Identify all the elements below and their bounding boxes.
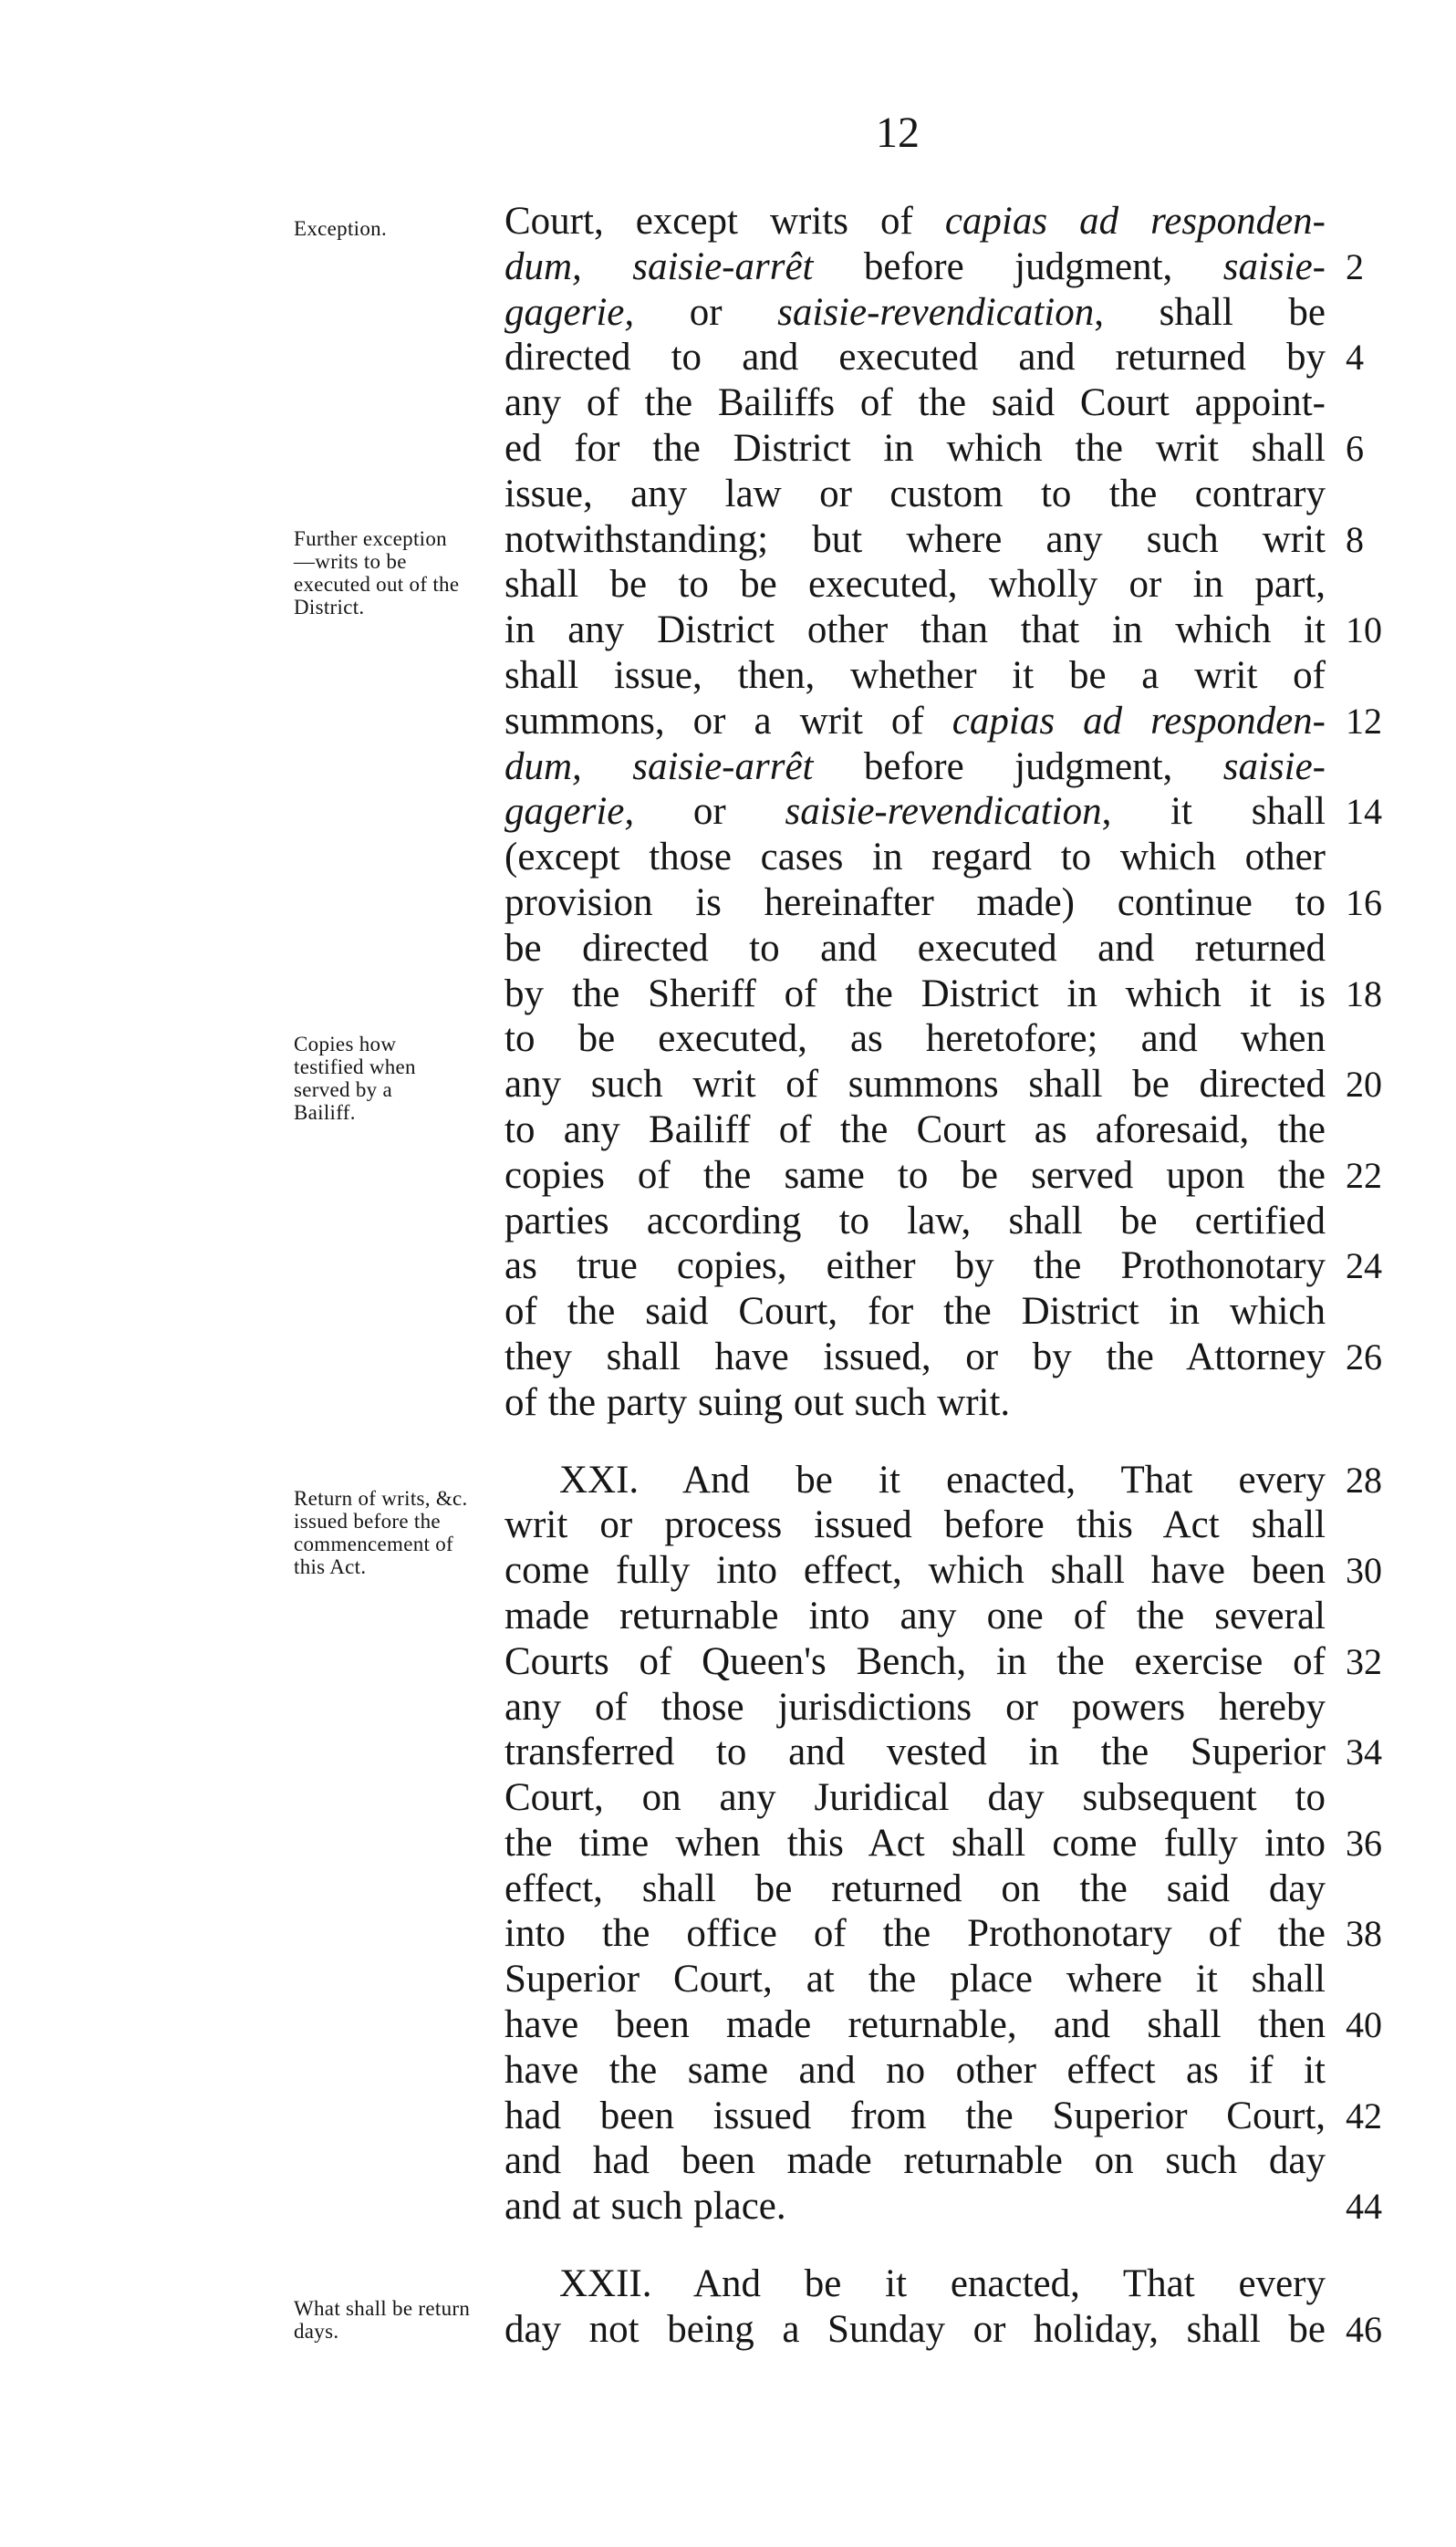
text-line: in any District other than that in which it 10 [504, 608, 1382, 652]
statute-text [504, 199, 1382, 2353]
text-line: parties according to law, shall be certified [504, 1199, 1326, 1242]
line-number: 12 [1346, 700, 1382, 742]
text-line: to be executed, as heretofore; and when [504, 1017, 1326, 1061]
line-number: 20 [1346, 1064, 1382, 1106]
line-number: 32 [1346, 1640, 1382, 1682]
line-number: 2 [1346, 245, 1364, 287]
line-number: 30 [1346, 1550, 1382, 1592]
text-line: dum, saisie-arrêt before judgment, saisie- [504, 744, 1326, 788]
margin-note-further-exception: Further exception—writs to be executed out of the District. [294, 527, 460, 619]
text-line: to any Bailiff of the Court as aforesaid, the [504, 1107, 1326, 1151]
margin-note-return-of-writs: Return of writs, &c. issued before the commencement of this Act. [294, 1487, 468, 1578]
text-line: day not being a Sunday or holiday, shall be 46 [504, 2307, 1382, 2351]
line-number: 36 [1346, 1822, 1382, 1864]
line-number: 46 [1346, 2308, 1382, 2350]
text-line: had been issued from the Superior Court, 42 [504, 2094, 1382, 2137]
text-line: any of those jurisdictions or powers hereby [504, 1685, 1326, 1729]
text-line: gagerie, or saisie-revendication, it shall 14 [504, 790, 1382, 834]
text-line: dum, saisie-arrêt before judgment, saisie- 2 [504, 244, 1364, 288]
text-line: as true copies, either by the Prothonotary 24 [504, 1244, 1382, 1288]
text-line: have the same and no other effect as if it [504, 2048, 1326, 2092]
line-number: 40 [1346, 2004, 1382, 2046]
text-line: directed to and executed and returned by 4 [504, 336, 1364, 379]
text-line: of the said Court, for the District in which [504, 1290, 1326, 1334]
text-line: XXI. And be it enacted, That every 28 [559, 1458, 1382, 1502]
text-line: they shall have issued, or by the Attorney 26 [504, 1335, 1382, 1378]
line-number: 22 [1346, 1154, 1382, 1196]
margin-note-return-days: What shall be return days. [294, 2297, 471, 2343]
line-number: 18 [1346, 972, 1382, 1014]
text-line: effect, shall be returned on the said day [504, 1866, 1326, 1910]
text-line: made returnable into any one of the several [504, 1594, 1326, 1637]
line-number: 42 [1346, 2095, 1382, 2136]
text-line: into the office of the Prothonotary of the 38 [504, 1912, 1382, 1956]
line-number: 4 [1346, 337, 1364, 379]
text-line: Superior Court, at the place where it shall [504, 1958, 1326, 2001]
text-line: have been made returnable, and shall then 40 [504, 2003, 1382, 2047]
text-line: Courts of Queen's Bench, in the exercise of 32 [504, 1639, 1382, 1683]
line-number: 34 [1346, 1731, 1382, 1773]
text-line: transferred to and vested in the Superior 34 [504, 1731, 1382, 1774]
margin-note-exception: Exception. [294, 217, 387, 240]
text-line: come fully into effect, which shall have been 30 [504, 1549, 1382, 1593]
text-line: provision is hereinafter made) continue to 16 [504, 880, 1382, 924]
line-number: 26 [1346, 1336, 1382, 1377]
text-line: Court, except writs of capias ad responden- [504, 200, 1326, 243]
text-line: any such writ of summons shall be directed 20 [504, 1063, 1382, 1107]
line-number: 44 [1346, 2186, 1382, 2228]
text-line: and at such place. 44 [504, 2185, 1382, 2229]
text-line: by the Sheriff of the District in which it is 18 [504, 972, 1382, 1015]
text-line: any of the Bailiffs of the said Court appoint- [504, 381, 1326, 425]
text-line: issue, any law or custom to the contrary [504, 472, 1326, 515]
text-line: Court, on any Juridical day subsequent to [504, 1776, 1326, 1820]
text-line: shall be to be executed, wholly or in part, [504, 563, 1326, 607]
line-number: 10 [1346, 609, 1382, 651]
line-number: 24 [1346, 1245, 1382, 1287]
text-line: summons, or a writ of capias ad responden- 12 [504, 699, 1382, 743]
text-line: writ or process issued before this Act shall [504, 1503, 1326, 1547]
text-line: (except those cases in regard to which other [504, 836, 1326, 879]
line-number: 38 [1346, 1913, 1382, 1955]
text-line: gagerie, or saisie-revendication, shall be [504, 290, 1326, 334]
line-number: 14 [1346, 791, 1382, 833]
line-number: 6 [1346, 427, 1364, 469]
text-line: of the party suing out such writ. [504, 1380, 1011, 1424]
text-line: the time when this Act shall come fully into 36 [504, 1821, 1382, 1865]
text-line: be directed to and executed and returned [504, 926, 1326, 970]
line-number: 28 [1346, 1459, 1382, 1501]
text-line: notwithstanding; but where any such writ 8 [504, 517, 1364, 561]
line-number: 16 [1346, 881, 1382, 923]
text-line: XXII. And be it enacted, That every [559, 2262, 1326, 2306]
margin-note-copies: Copies how testified when served by a Bailiff. [294, 1033, 416, 1124]
text-line: and had been made returnable on such day [504, 2139, 1326, 2183]
text-line: ed for the District in which the writ shall 6 [504, 426, 1364, 470]
text-line: shall issue, then, whether it be a writ of [504, 653, 1326, 697]
text-line: copies of the same to be served upon the 22 [504, 1153, 1382, 1197]
page-number: 12 [876, 109, 920, 157]
line-number: 8 [1346, 518, 1364, 560]
